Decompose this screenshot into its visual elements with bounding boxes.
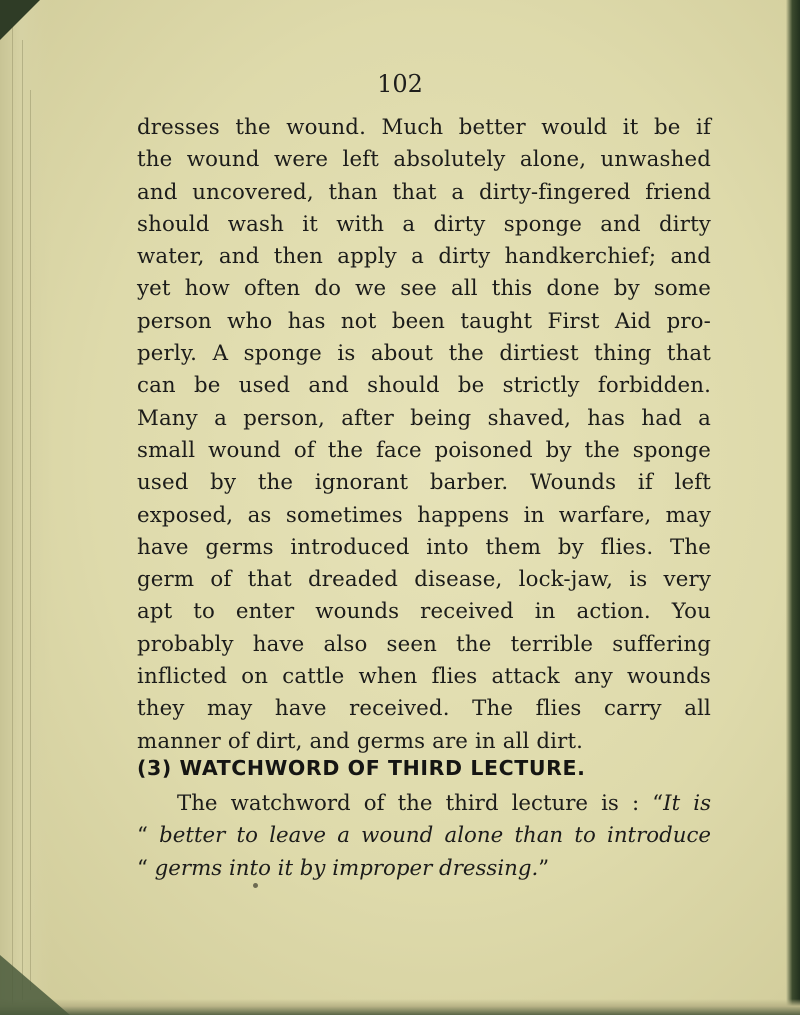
text-line: inflicted on cattle when flies attack any wounds <box>137 664 711 690</box>
page-right-edge <box>786 0 800 1015</box>
quote-close: ” <box>538 855 550 881</box>
text-line: and uncovered, than that a dirty-fingered friend <box>137 179 711 205</box>
text-line: person who has not been taught First Aid pro- <box>137 308 711 334</box>
body-paragraph <box>137 112 711 758</box>
text-line: can be used and should be strictly forbidden. <box>137 373 711 399</box>
watchword-quote-italic: germs into it by improper dressing. <box>154 855 539 881</box>
text-line: have germs introduced into them by flies. The <box>137 534 711 560</box>
text-line: yet how often do we see all this done by some <box>137 276 711 302</box>
text-line: manner of dirt, and germs are in all dirt. <box>137 728 584 754</box>
page-corner-bottom-left <box>0 955 70 1015</box>
text-line: used by the ignorant barber. Wounds if left <box>137 470 711 496</box>
text-line: Many a person, after being shaved, has had a <box>137 405 711 431</box>
quote-mark: “ <box>137 855 155 881</box>
text-line: apt to enter wounds received in action. You <box>137 599 711 625</box>
page-edge-line <box>30 90 31 990</box>
text-line: the wound were left absolutely alone, unwashed <box>137 147 711 173</box>
watchword-line <box>137 853 711 885</box>
watchword-line <box>137 788 711 820</box>
page-left-edge <box>0 0 52 1015</box>
section-heading: (3) WATCHWORD OF THIRD LECTURE. <box>137 756 586 780</box>
watchword-paragraph <box>137 788 711 885</box>
text-line: germ of that dreaded disease, lock-jaw, is very <box>137 567 711 593</box>
text-line: water, and then apply a dirty handkerchief; and <box>137 244 711 270</box>
text-line: should wash it with a dirty sponge and dirty <box>137 211 711 237</box>
watchword-quote-italic: It is <box>663 791 712 816</box>
page-bottom-edge <box>0 999 800 1015</box>
watchword-intro: The watchword of the third lecture is : “ <box>177 791 664 816</box>
text-line: dresses the wound. Much better would it be if <box>137 115 711 140</box>
ink-speck <box>253 883 258 888</box>
text-line: small wound of the face poisoned by the sponge <box>137 437 711 463</box>
text-line: perly. A sponge is about the dirtiest thing that <box>137 341 711 367</box>
text-line: they may have received. The flies carry all <box>137 696 711 722</box>
watchword-line <box>137 820 711 852</box>
page-edge-line <box>12 0 13 1015</box>
page-corner-top-left <box>0 0 40 40</box>
page-edge-line <box>22 40 23 1000</box>
text-line: probably have also seen the terrible suffering <box>137 631 711 657</box>
watchword-quote-italic: better to leave a wound alone than to introduce <box>159 823 711 849</box>
text-line: exposed, as sometimes happens in warfare, may <box>137 502 711 528</box>
page-number: 102 <box>377 70 423 98</box>
quote-mark: “ <box>137 823 160 849</box>
